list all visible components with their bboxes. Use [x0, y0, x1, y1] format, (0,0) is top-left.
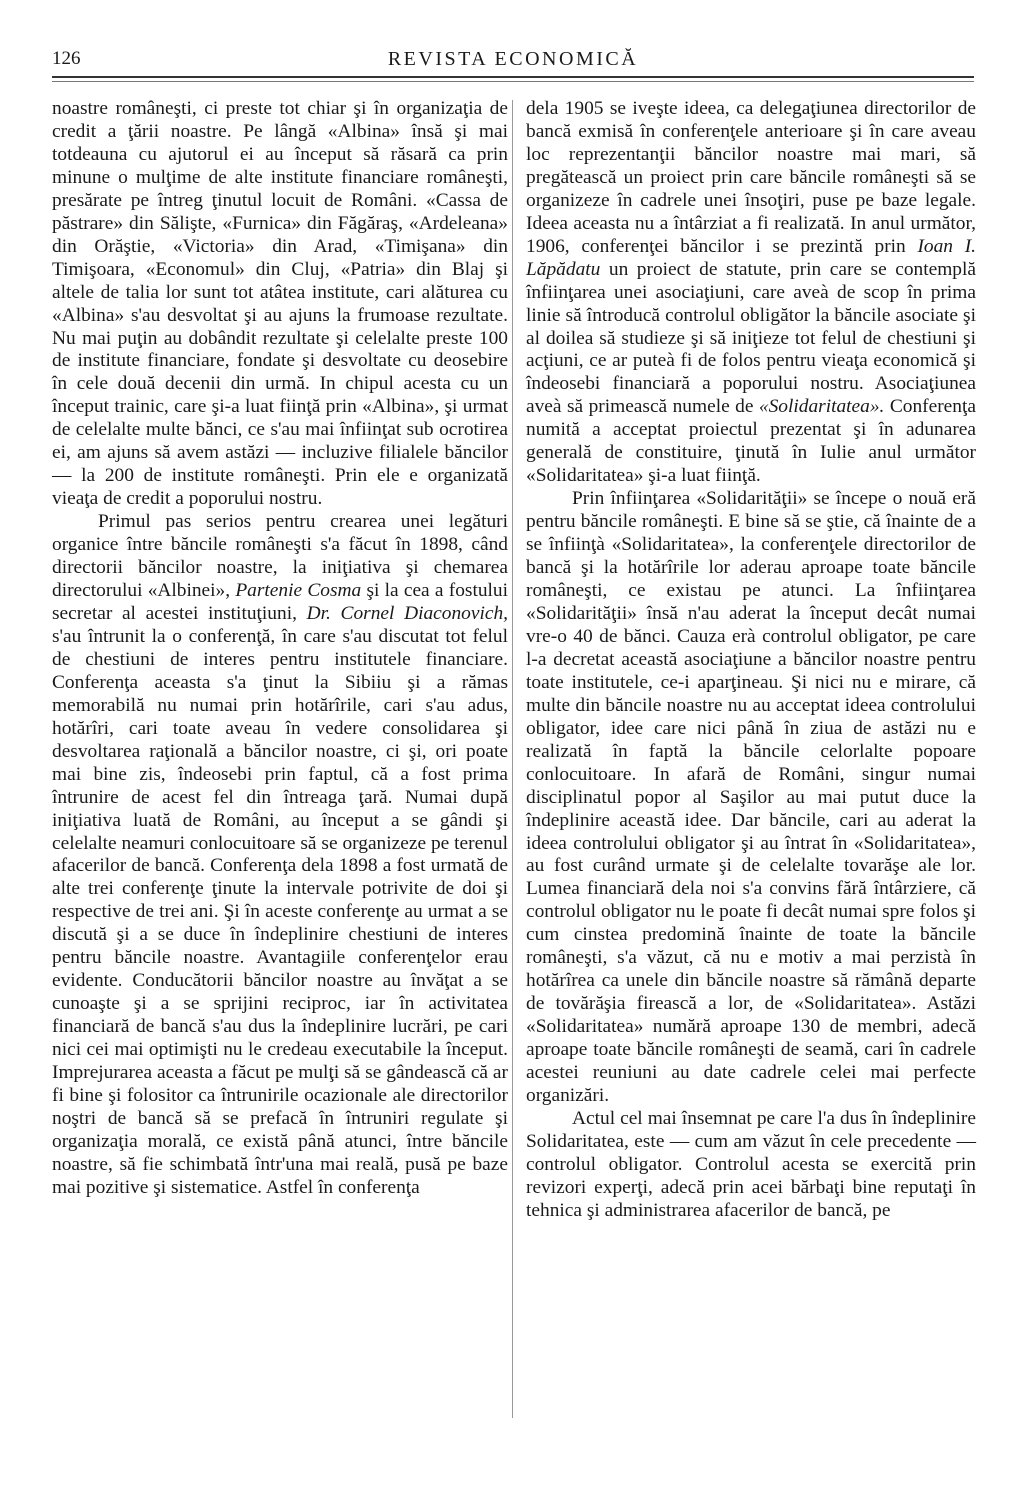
left-paragraph-2-text-b: şi la cea a fostului secretar al acestei instituţiuni,: [52, 580, 508, 624]
left-paragraph-1: [52, 98, 508, 511]
left-paragraph-2-text-a: Primul pas serios pentru crearea unei legături organice între băncile româneşti s'a făcut în 1898, când directorii băncilor noastre, la iniţiativa şi chemarea directorului «Albinei»,: [52, 511, 508, 602]
page-header: [52, 48, 974, 78]
right-column: [526, 98, 976, 1223]
right-paragraph-1-text-b: un proiect de statute, prin care se contemplă înfiinţarea unei asociaţiuni, care aveà de scop în prima linie să întroducă controlul obligător la băncile asociate şi al doilea să studieze şi să iniţieze tot felul de chestiuni şi acţiuni, ce ar puteà fi de folos pentru vieaţa economică şi îndeosebi financiară a poporului nostru. Asociaţiunea aveà să primească numele de: [526, 258, 976, 418]
association-name-solidaritatea: «Solidaritatea».: [758, 396, 885, 418]
left-paragraph-2-text-c: s'au întrunit la o conferenţă, în care s'au discutat tot felul de chestiuni de interes pentru institutele financiare. Conferenţa aceasta s'a ţinut la Sibiiu şi a rămas memorabilă nu numai prin hotărîrile, cari s'au adus, hotărîri, cari toate aveau în vedere consolidarea şi desvoltarea raţională a băncilor noastre, ci şi, ori poate mai bine zis, îndeosebi prin faptul, că a fost prima întrunire de acest fel din întreaga ţară. Numai după iniţiativa luată de Români, au început a se gândi şi celelalte neamuri conlocuitoare să se organizeze pe terenul afacerilor de bancă. Conferenţa dela 1898 a fost urmată de alte trei conferenţe ţinute la intervale potrivite de doi şi respective de trei ani. Şi în aceste conferenţe au urmat a se discută şi a se duce în îndeplinire chestiuni de interes pentru băncile noastre. Avantagiile conferenţelor erau evidente. Conducătorii băncilor noastre au învăţat a se cunoaşte şi a se sprijini reciproc, iar în activitatea financiară de bancă s'au dus la îndeplinire lucrări, pe cari nici cei mai optimişti nu le credeau executabile la început. Imprejurarea aceasta a făcut pe mulţi să se gândească că ar fi bine şi folositor ca întrunirile ocazionale ale directorilor noştri de bancă să se prefacă în întruniri regulate şi organizaţia morală, ce există până atunci, între băncile noastre, să fie schimbată într'una mai reală, pusă pe baze mai pozitive şi sistematice. Astfel în conferenţa: [52, 625, 508, 1198]
person-name-partenie-cosma: Partenie Cosma: [235, 580, 362, 602]
right-paragraph-1: [526, 98, 976, 488]
right-paragraph-2: Prin înfiinţarea «Solidarităţii» se începe o nouă eră pentru băncile româneşti. E bine să se ştie, că înainte de a se înfiinţà «Solidaritatea», la conferenţele directorilor de bancă şi la hotărîrile lor aderau aproape toate băncile româneşti, ce existau pe atunci. La înfiinţarea «Solidarităţii» însă n'au aderat la început decât numai vre-o 40 de bănci. Cauza erà controlul obligator, pe care l-a decretat această asociaţiune a băncilor noastre pentru toate institutele, ce-i aparţineau. Şi nici nu e mirare, că multe din băncile noastre nu au acceptat ideea controlului obligator, idee care nici până în ziua de astăzi nu e realizată în faptă la băncile celorlalte popoare conlocuitoare. In afară de Români, singur numai disciplinatul popor al Saşilor au mai putut duce la îndeplinire această idee. Dar băncile, cari au aderat la ideea controlului obligator şi au întrat în «Solidaritatea», au fost curând urmate şi de celelalte tovarăşe ale lor. Lumea financiară dela noi s'a convins fără întârziere, că controlul obligator nu le poate fi decât numai spre folos şi cum cinstea predomină înainte de toate la băncile româneşti, s'a văzut, că nu e motiv a mai perzistà în hotărîrea ca unele din băncile noastre să rămână departe de tovărăşia firească a lor, de «Solidaritatea». Astăzi «Solidaritatea» numără aproape 130 de membri, adecă aproape toate băncile româneşti de seamă, cari în cadrele acestei reuniuni au date cadrele celei mai perfecte organizări.: [526, 488, 976, 1106]
journal-title: REVISTA ECONOMICĂ: [387, 48, 639, 70]
header-rule: [52, 76, 974, 78]
person-name-ioan-lapadatu: Ioan I. Lăpădatu: [526, 235, 976, 280]
page-number: 126: [52, 48, 81, 69]
header-rule-thin: [52, 81, 974, 82]
person-name-cornel-diaconovich: Dr. Cornel Diaconovich,: [306, 602, 508, 624]
right-paragraph-1-text-c: Conferenţa numită a acceptat proiectul prezentat şi în adunarea generală de constituire, ţinută în Iulie anul următor «Solidaritatea» şi-a luat fiinţă.: [526, 396, 976, 487]
right-paragraph-1-text-a: dela 1905 se iveşte ideea, ca delegaţiunea directorilor de bancă exmisă în conferenţele anterioare şi în care aveau loc reprezentanţii băncilor noastre mai mari, să pregătească un proiect prin care băncile româneşti să se organizeze în cadrele unei însoţiri, puse pe baze legale. Ideea aceasta nu a întârziat a fi realizată. In anul următor, 1906, conferenţei băncilor i se prezintă prin: [526, 98, 976, 257]
column-divider: [512, 100, 513, 1418]
left-column: [52, 98, 508, 1200]
left-paragraph-1-text: noastre româneşti, ci preste tot chiar şi în organizaţia de credit a ţării noastre. Pe lângă «Albina» însă şi mai totdeauna cu ajutorul ei au început să răsară ca prin minune o mulţime de alte institute financiare româneşti, presărate pe întreg ţinutul locuit de Români. «Cassa de păstrare» din Sălişte, «Furnica» din Făgăraş, «Ardeleana» din Orăştie, «Victoria» din Arad, «Timişana» din Timişoara, «Economul» din Cluj, «Patria» din Blaj şi altele de talia lor sunt tot atâtea institute, cari alăturea cu «Albina» s'au desvoltat şi au ajuns la frumoase rezultate. Nu mai puţin au dobândit rezultate şi celelalte preste 100 de institute financiare, fondate şi desvoltate cu deosebire în cele două decenii din urmă. In chipul acesta cu un început trainic, care şi-a luat fiinţă prin «Albina», şi urmat de celelalte multe bănci, ce s'au mai înfiinţat sub ocrotirea ei, am ajuns să avem astăzi — incluzive filialele băncilor — la 200 de institute româneşti. Prin ele e organizată vieaţa de credit a poporului nostru.: [52, 98, 508, 510]
right-paragraph-3: Actul cel mai însemnat pe care l'a dus în îndeplinire Solidaritatea, este — cum am văzut în cele precedente — controlul obligator. Controlul acesta se exercită prin revizori experţi, adecă prin acei bărbaţi bine reputaţi în tehnica şi administrarea afacerilor de bancă, pe: [526, 1107, 976, 1221]
left-paragraph-2: [52, 511, 508, 1200]
